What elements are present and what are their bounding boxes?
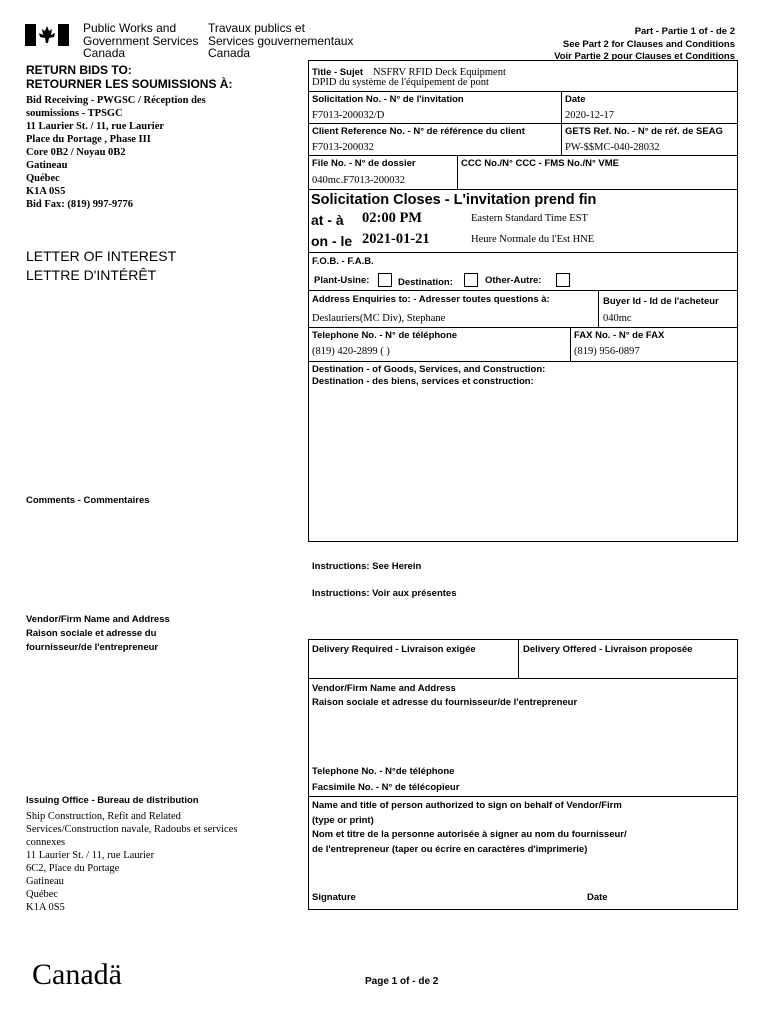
telephone-value: (819) 420-2899 ( ): [312, 346, 390, 357]
return-bids-title: RETURN BIDS TO: RETOURNER LES SOUMISSIONS À:: [26, 63, 233, 91]
closing-date-value: 2021-01-21: [362, 231, 430, 247]
client-ref-label: Client Reference No. - N° de référence du client: [312, 126, 525, 137]
date-label: Date: [565, 94, 586, 105]
timezone-en: Eastern Standard Time EST: [471, 213, 588, 224]
telephone-label: Telephone No. - N° de téléphone: [312, 330, 458, 341]
client-ref-value: F7013-200032: [312, 142, 374, 153]
vendor-facsimile-label: Facsimile No. - N° de télécopieur: [312, 782, 460, 793]
solicitation-no-label: Solicitation No. - N° de l'invitation: [312, 94, 464, 105]
timezone-fr: Heure Normale du l'Est HNE: [471, 234, 595, 245]
file-no-label: File No. - N° de dossier: [312, 158, 416, 169]
destination-goods-label: Destination - of Goods, Services, and Construction: Destination - des biens, services et construction:: [312, 364, 546, 387]
file-no-value: 040mc.F7013-200032: [312, 175, 406, 186]
solicitation-closes-label: Solicitation Closes - L'invitation prend fin: [311, 192, 597, 208]
other-autre-checkbox[interactable]: [556, 273, 570, 287]
plant-usine-label: Plant-Usine:: [314, 275, 370, 286]
instructions-fr: Instructions: Voir aux présentes: [312, 588, 457, 599]
address-enquiries-value: Deslauriers(MC Div), Stephane: [312, 313, 446, 324]
closing-time-label: at - à: [311, 212, 344, 228]
part-info: Part - Partie 1 of - de 2 See Part 2 for Clauses and Conditions Voir Partie 2 pour Clauses et Conditions: [554, 26, 735, 62]
buyer-id-value: 040mc: [603, 313, 632, 324]
title-value-fr: DPID du système de l'équipement de pont: [312, 77, 489, 88]
fob-label: F.O.B. - F.A.B.: [312, 256, 374, 267]
issuing-office-address: Ship Construction, Refit and Related Services/Construction navale, Radoubs et services connexes 11 Laurier St. / 11, rue Laurier 6C2, Place du Portage Gatineau Québec K1A 0S5: [26, 811, 238, 913]
vendor-name-address-label: Vendor/Firm Name and Address Raison sociale et adresse du fournisseur/de l'entrepreneur: [312, 683, 578, 708]
gets-ref-label: GETS Ref. No. - N° de réf. de SEAG: [565, 126, 723, 137]
canada-flag-icon: [25, 24, 69, 46]
comments-label: Comments - Commentaires: [26, 495, 150, 506]
page-number: Page 1 of - de 2: [365, 976, 439, 987]
closing-date-label: on - le: [311, 233, 353, 249]
destination-label: Destination:: [398, 277, 453, 288]
authorized-person-label: Name and title of person authorized to sign on behalf of Vendor/Firm (type or print) Nom et titre de la personne autorisée à signer au nom du fournisseur/ de l'entrepreneur (taper ou écrire en caractères d'imprimerie): [312, 800, 627, 855]
title-value: NSFRV RFID Deck Equipment: [373, 67, 506, 78]
issuing-office-label: Issuing Office - Bureau de distribution: [26, 795, 199, 806]
delivery-required-label: Delivery Required - Livraison exigée: [312, 644, 476, 655]
dept-name-en: Public Works and Government Services Canada: [83, 21, 199, 60]
instructions-en: Instructions: See Herein: [312, 561, 422, 572]
ccc-no-label: CCC No./N° CCC - FMS No./N° VME: [461, 158, 620, 169]
buyer-id-label: Buyer Id - Id de l'acheteur: [603, 296, 719, 307]
closing-time-value: 02:00 PM: [362, 210, 422, 226]
return-bids-address: Bid Receiving - PWGSC / Réception des soumissions - TPSGC 11 Laurier St. / 11, rue Laurier Place du Portage , Phase III Core 0B2 / Noyau 0B2 Gatineau Québec K1A 0S5 Bid Fax: (819) 997-9776: [26, 95, 206, 210]
gets-ref-value: PW-$$MC-040-28032: [565, 142, 660, 153]
fax-label: FAX No. - N° de FAX: [574, 330, 665, 341]
title-field: Title - Sujet NSFRV RFID Deck Equipment: [312, 67, 506, 78]
address-enquiries-label: Address Enquiries to: - Adresser toutes questions à:: [312, 294, 550, 305]
destination-checkbox[interactable]: [464, 273, 478, 287]
vendor-telephone-label: Telephone No. - N°de téléphone: [312, 766, 455, 777]
letter-of-interest-title: LETTER OF INTEREST LETTRE D'INTÉRÊT: [26, 248, 177, 283]
signature-label: Signature: [312, 892, 356, 903]
signature-date-label: Date: [587, 892, 608, 903]
solicitation-no-value: F7013-200032/D: [312, 110, 385, 121]
fax-value: (819) 956-0897: [574, 346, 640, 357]
other-autre-label: Other-Autre:: [485, 275, 542, 286]
canada-wordmark: Canadä: [32, 958, 122, 991]
date-value: 2020-12-17: [565, 110, 614, 121]
vendor-name-label-left: Vendor/Firm Name and Address Raison sociale et adresse du fournisseur/de l'entrepreneur: [26, 614, 170, 653]
delivery-offered-label: Delivery Offered - Livraison proposée: [523, 644, 693, 655]
plant-usine-checkbox[interactable]: [378, 273, 392, 287]
dept-name-fr: Travaux publics et Services gouvernementaux Canada: [208, 21, 354, 60]
